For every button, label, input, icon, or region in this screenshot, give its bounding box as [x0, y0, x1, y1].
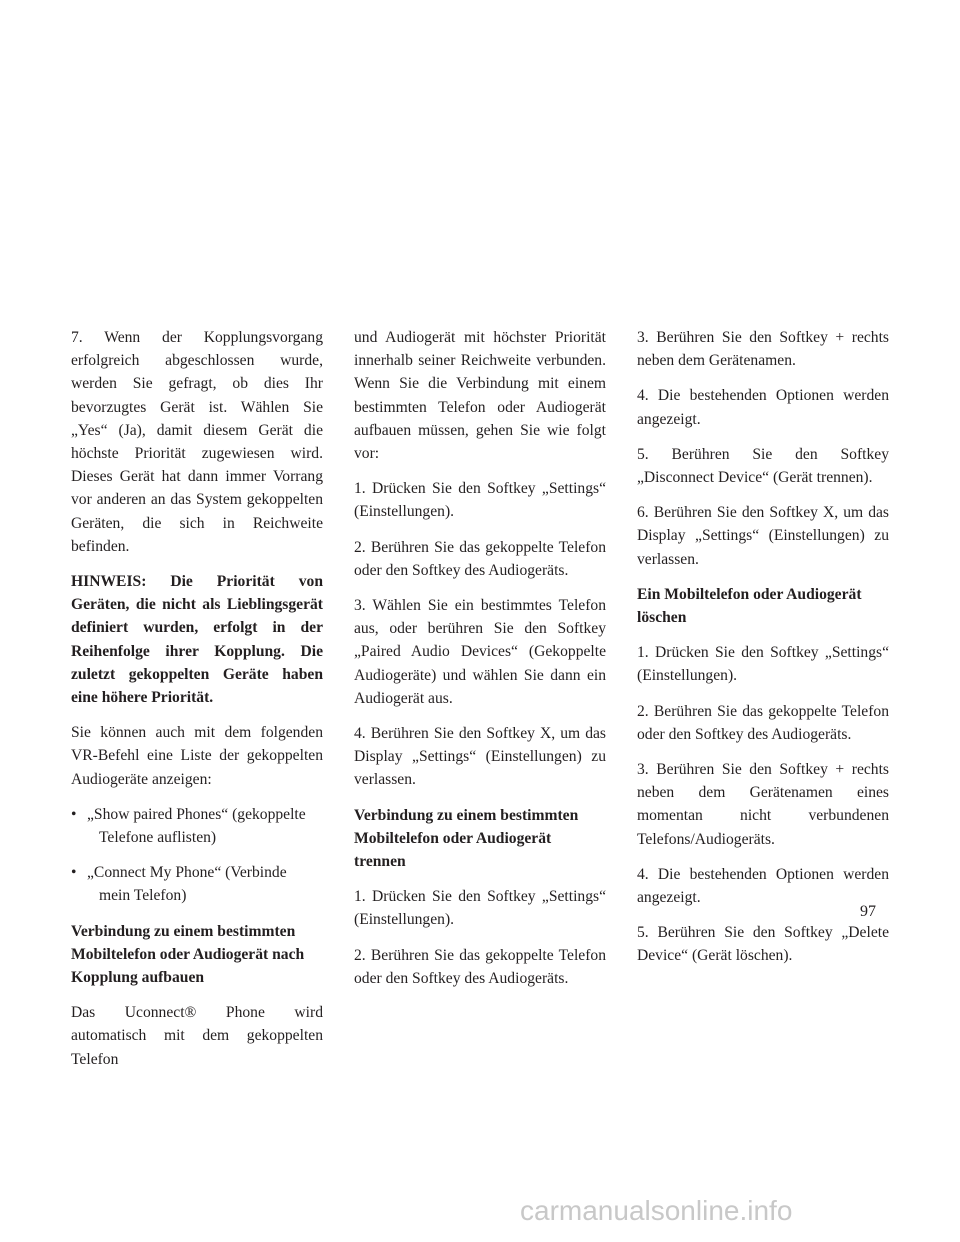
left-column: [71, 326, 323, 1083]
step-5: 5. Berühren Sie den Softkey „Delete Device“ (Gerät löschen).: [637, 924, 889, 965]
paragraph-pairing-complete: 7. Wenn der Kopplungsvorgang erfolgreich abgeschlossen wurde, werden Sie gefragt, ob dies Ihr bevorzugtes Gerät ist. Wählen Sie „Yes“ (Ja), damit diesem Gerät die höchste Priorität zugewiesen wird. Dieses Gerät hat dann immer Vorrang vor anderen an das System gekoppelten Geräten, die sich in Reichweite befinden.: [71, 329, 323, 555]
bullet-icon: •: [71, 864, 77, 882]
bullet-text-continued: Telefone auflisten): [99, 829, 217, 847]
bullet-text: „Connect My Phone“ (Verbinde: [87, 864, 287, 882]
section-heading-connect: Verbindung zu einem bestimmten Mobiltelefon oder Audiogerät nach Kopplung aufbauen: [71, 922, 305, 987]
paragraph-auto-connect: Das Uconnect® Phone wird automatisch mit dem gekoppelten Telefon: [71, 1004, 323, 1068]
step-4: 4. Die bestehenden Optionen werden angezeigt.: [637, 865, 889, 907]
section-heading-disconnect: Verbindung zu einem bestimmten Mobiltelefon oder Audiogerät trennen: [354, 806, 579, 871]
page-number: 97: [860, 903, 876, 920]
middle-column: [354, 326, 606, 1002]
right-column: [637, 326, 889, 980]
watermark: carmanualsonline.info: [520, 1195, 793, 1226]
step-3: 3. Berühren Sie den Softkey + rechts neben dem Gerätenamen.: [637, 329, 889, 370]
step-4: 4. Die bestehenden Optionen werden angezeigt.: [637, 387, 889, 428]
bullet-text-continued: mein Telefon): [99, 887, 187, 905]
step-1: 1. Drücken Sie den Softkey „Settings“ (Einstellungen).: [637, 644, 889, 685]
paragraph-continued: und Audiogerät mit höchster Priorität innerhalb seiner Reichweite verbunden. Wenn Sie die Verbindung mit einem bestimmten Telefon oder Audiogerät aufbauen müssen, gehen Sie wie folgt vor:: [354, 329, 606, 463]
step-2: 2. Berühren Sie das gekoppelte Telefon oder den Softkey des Audiogeräts.: [637, 702, 889, 743]
step-1: 1. Drücken Sie den Softkey „Settings“ (Einstellungen).: [354, 480, 606, 521]
step-3: 3. Berühren Sie den Softkey + rechts neben dem Gerätenamen eines momentan nicht verbundenen Telefons/Audiogeräts.: [637, 761, 889, 848]
section-heading-delete: Ein Mobiltelefon oder Audiogerät löschen: [637, 585, 862, 627]
step-6: 6. Berühren Sie den Softkey X, um das Display „Settings“ (Einstellungen) zu verlassen.: [637, 504, 889, 568]
bullet-text: „Show paired Phones“ (gekoppelte: [87, 805, 306, 823]
bullet-item: [71, 861, 323, 907]
step-4: 4. Berühren Sie den Softkey X, um das Display „Settings“ (Einstellungen) zu verlassen.: [354, 725, 606, 789]
step-5: 5. Berühren Sie den Softkey „Disconnect Device“ (Gerät trennen).: [637, 445, 889, 487]
step-2: 2. Berühren Sie das gekoppelte Telefon oder den Softkey des Audiogeräts.: [354, 538, 606, 579]
bullet-item: [71, 803, 323, 849]
bullet-icon: •: [71, 805, 77, 823]
step-1: 1. Drücken Sie den Softkey „Settings“ (Einstellungen).: [354, 888, 606, 929]
paragraph-vr-command: Sie können auch mit dem folgenden VR-Befehl eine Liste der gekoppelten Audiogeräte anzeigen:: [71, 724, 323, 788]
note-priority: HINWEIS: Die Priorität von Geräten, die nicht als Lieblingsgerät definiert wurden, erfolgt in der Reihenfolge ihrer Kopplung. Die zuletzt gekoppelten Geräte haben eine höhere Priorität.: [71, 573, 323, 707]
step-2: 2. Berühren Sie das gekoppelte Telefon oder den Softkey des Audiogeräts.: [354, 946, 606, 987]
step-3: 3. Wählen Sie ein bestimmtes Telefon aus, oder berühren Sie den Softkey „Paired Audio Devices“ (Gekoppelte Audiogeräte) und wählen Sie dann ein Audiogerät aus.: [354, 597, 606, 707]
